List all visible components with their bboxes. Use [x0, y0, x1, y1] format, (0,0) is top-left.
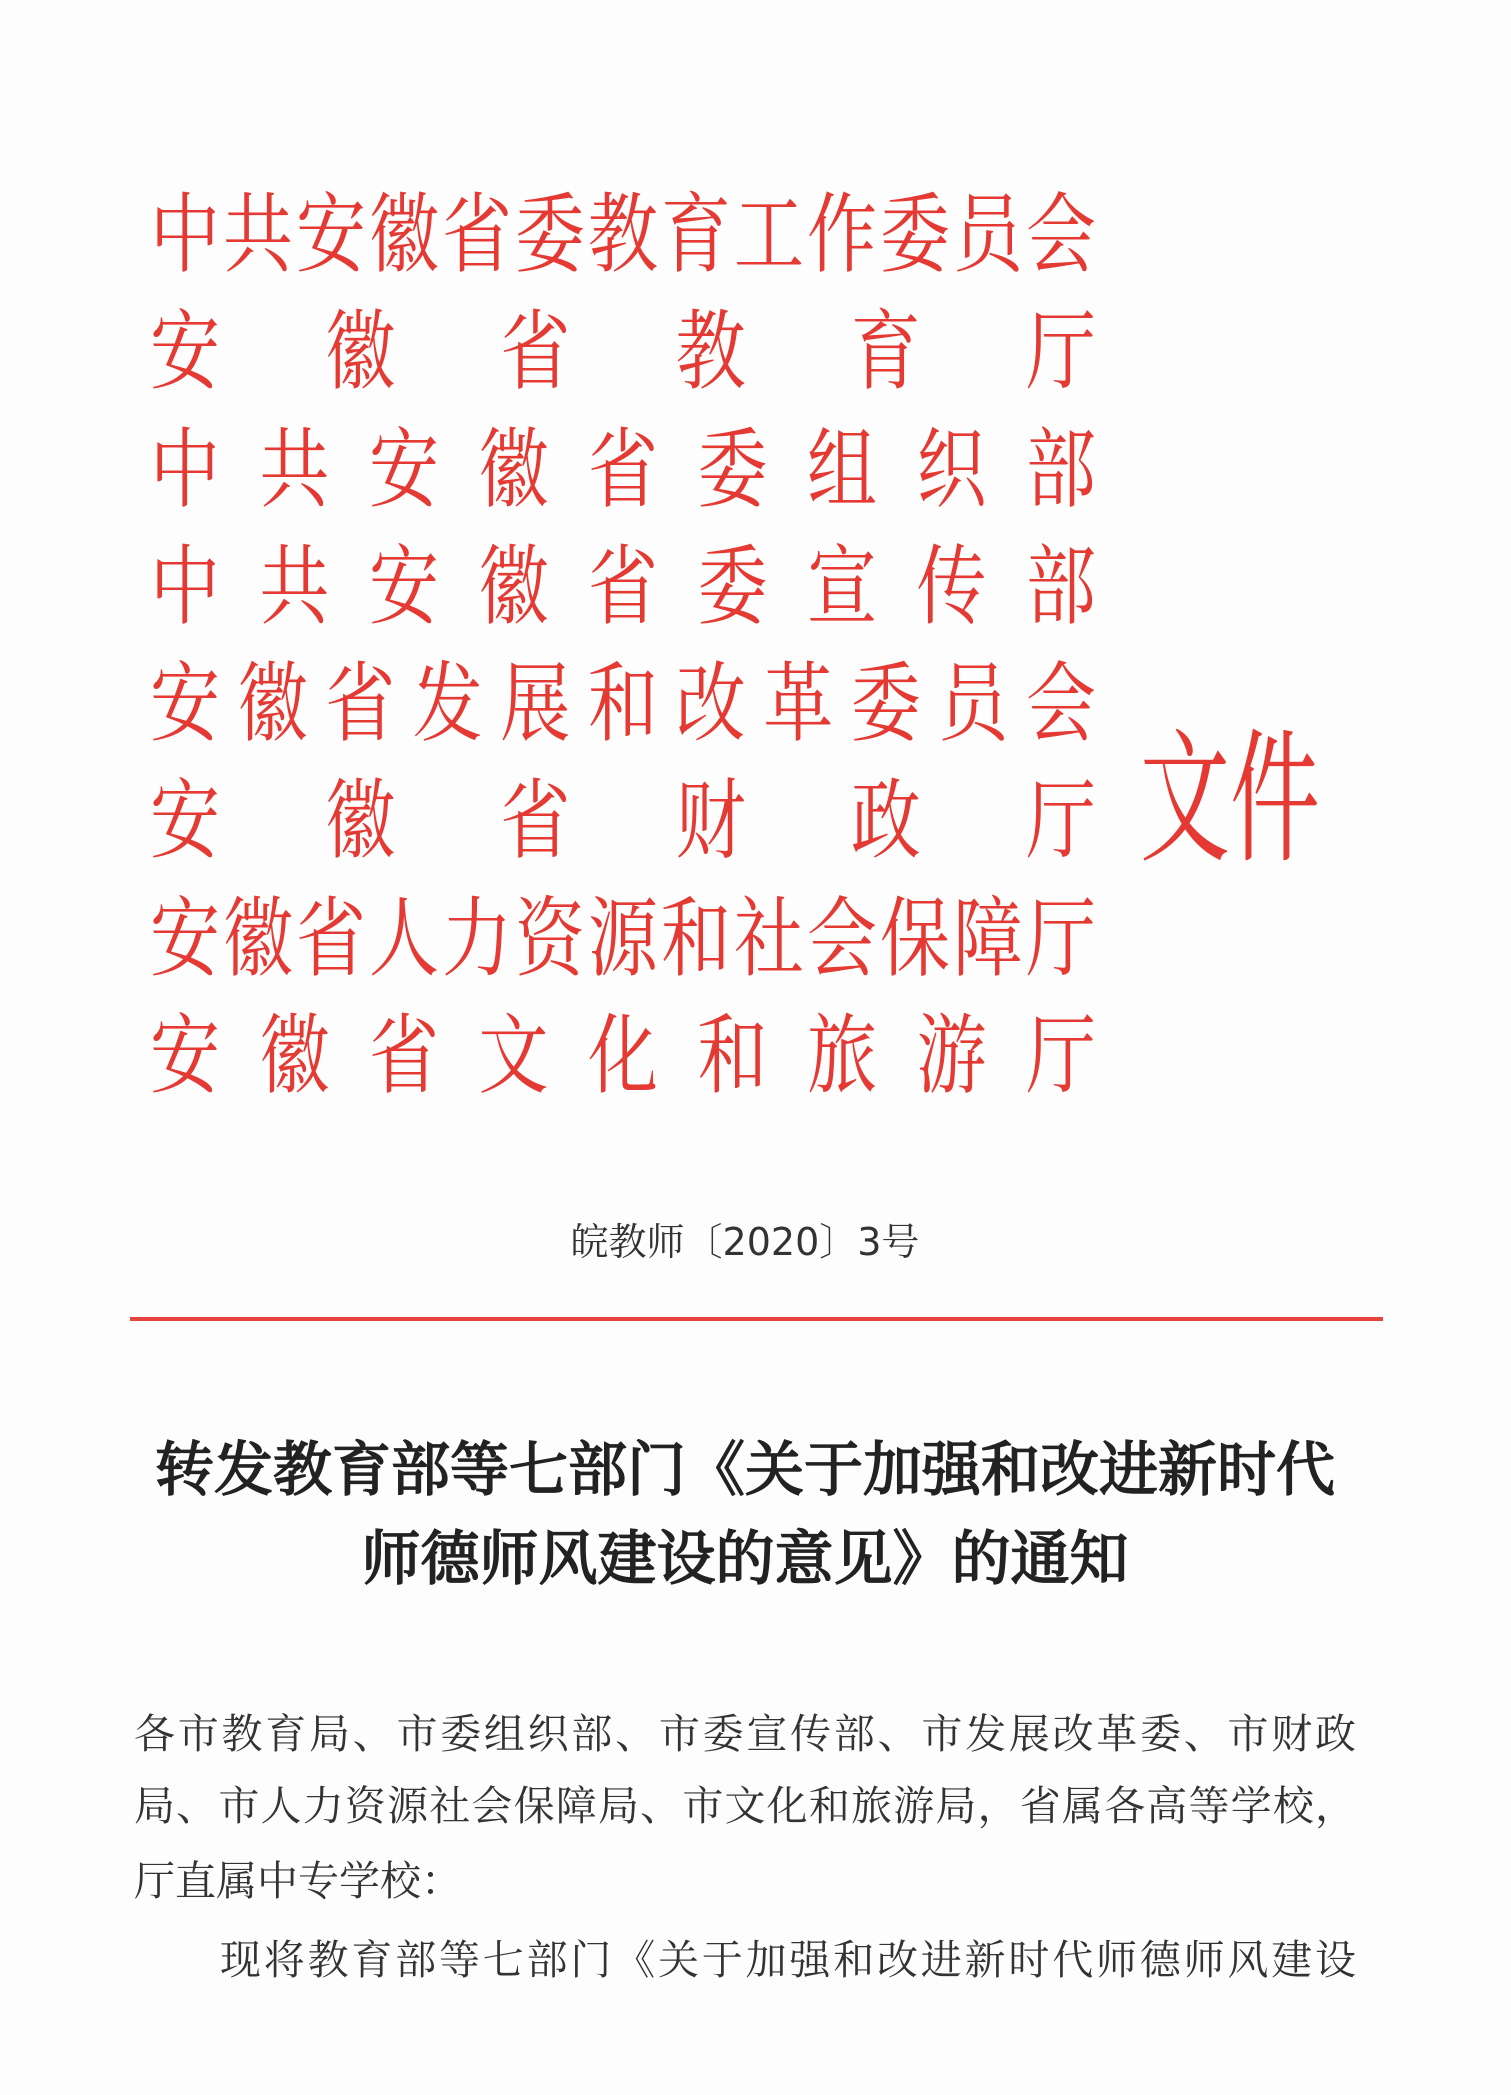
addressee-line: 局、市人力资源社会保障局、市文化和旅游局，省属各高等学校，: [134, 1782, 1356, 1830]
addressee-line: 各市教育局、市委组织部、市委宣传部、市发展改革委、市财政: [134, 1710, 1356, 1758]
issuer-line: 安徽省人力资源和社会保障厅: [150, 887, 1096, 990]
issuer-line: 安徽省财政厅: [150, 770, 1096, 873]
body-line: 现将教育部等七部门《关于加强和改进新时代师德师风建设: [220, 1936, 1356, 1984]
issuing-agencies-block: [150, 177, 1096, 1115]
title-line: 师德师风建设的意见》的通知: [361, 1524, 1129, 1593]
document-mark: 文件: [1140, 716, 1320, 885]
issuer-line: 安徽省教育厅: [150, 301, 1096, 403]
issuer-line: 安徽省发展和改革委员会: [150, 653, 1096, 755]
title-line: 转发教育部等七部门《关于加强和改进新时代: [154, 1435, 1335, 1504]
document-number: 皖教师〔2020〕3号: [570, 1220, 920, 1264]
issuer-line: 安徽省文化和旅游厅: [150, 1005, 1096, 1107]
issuer-line: 中共安徽省委宣传部: [150, 535, 1096, 638]
issuer-line: 中共安徽省委教育工作委员会: [150, 184, 1096, 286]
issuer-line: 中共安徽省委组织部: [150, 418, 1096, 521]
red-separator-rule: [130, 1317, 1383, 1321]
addressee-line: 厅直属中专学校：: [134, 1857, 462, 1905]
